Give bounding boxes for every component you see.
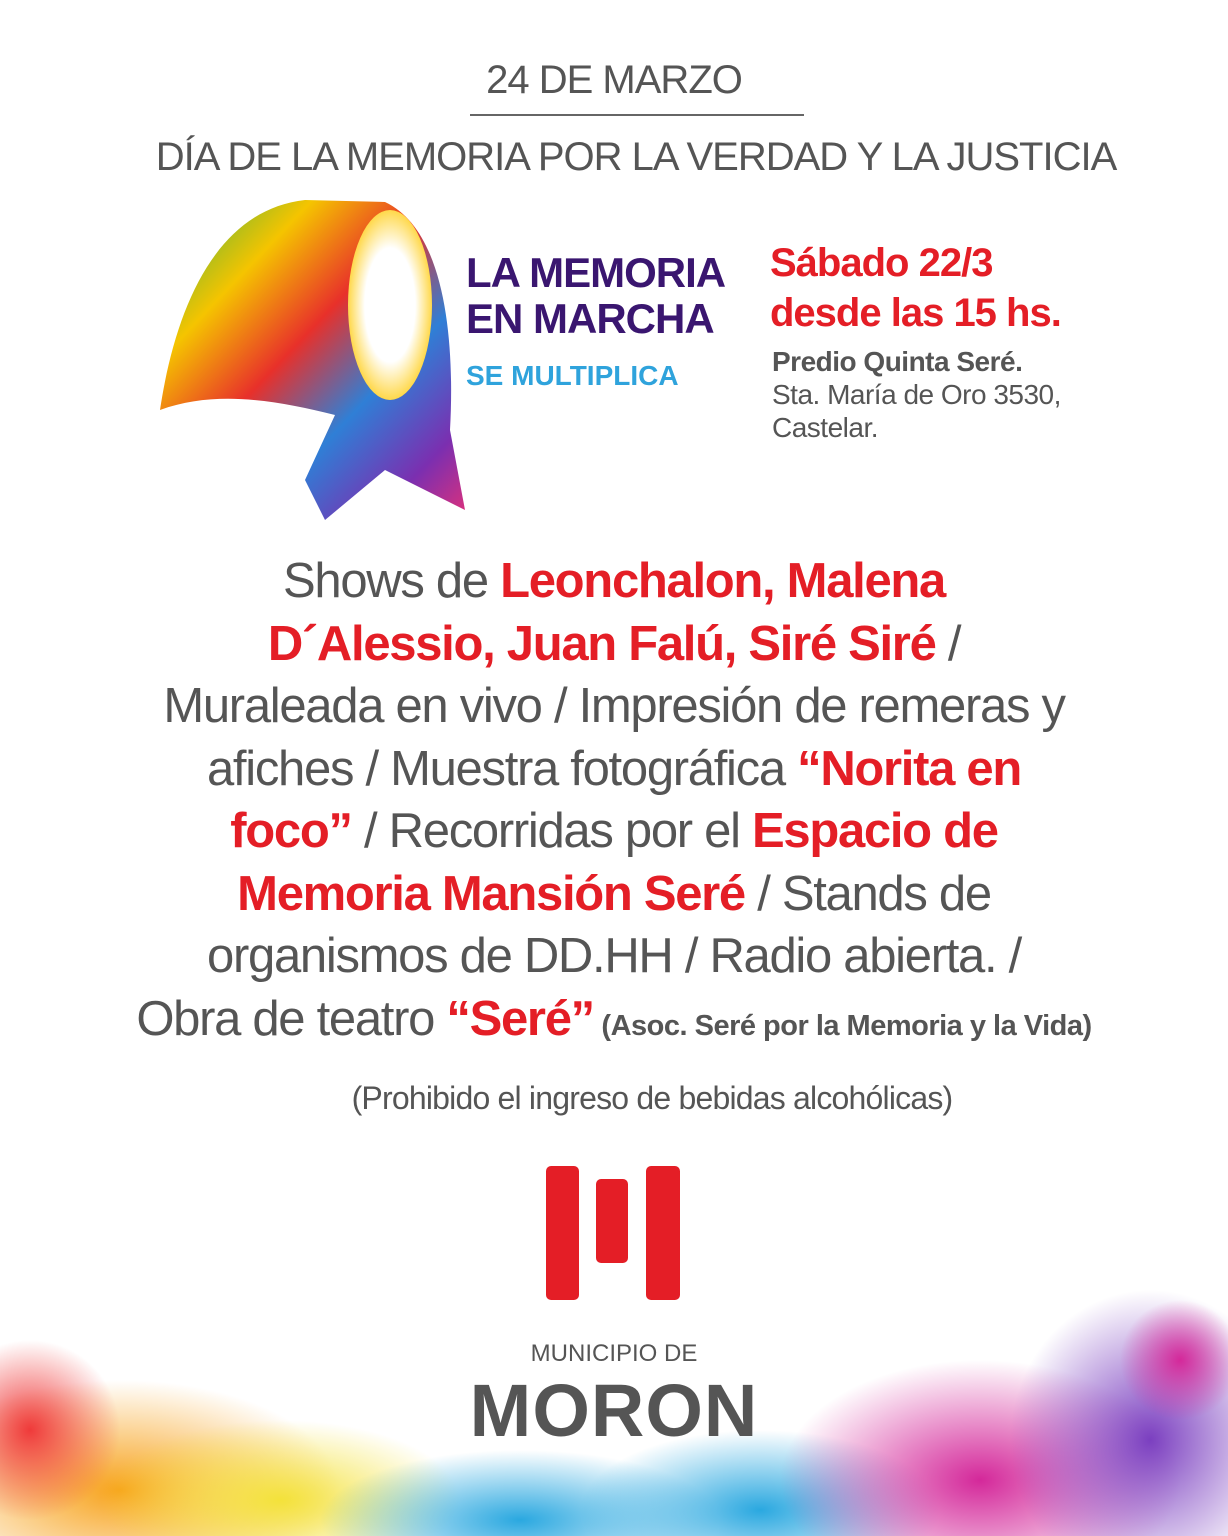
divider bbox=[470, 114, 804, 116]
highlight-text: Leonchalon, Malena bbox=[500, 554, 945, 608]
program-text: Shows de bbox=[282, 554, 501, 608]
event-time: desde las 15 hs. bbox=[770, 291, 1061, 335]
program-text: (Asoc. Seré por la Memoria y la Vida) bbox=[593, 1009, 1092, 1042]
highlight-text: Espacio de bbox=[751, 804, 998, 858]
program-text: organismos de DD.HH / Radio abierta. / bbox=[207, 929, 1021, 983]
program-text: / Stands de bbox=[744, 866, 991, 921]
event-date: Sábado 22/3 bbox=[770, 241, 993, 285]
address-line1: Sta. María de Oro 3530, bbox=[772, 379, 1061, 410]
kerchief-logo-icon bbox=[155, 190, 475, 525]
program-line bbox=[0, 675, 1228, 738]
org-name: MORON bbox=[469, 1369, 759, 1452]
program-text: / bbox=[935, 616, 961, 671]
program-line bbox=[0, 925, 1228, 988]
moron-logo-icon bbox=[546, 1166, 682, 1302]
campaign-name bbox=[466, 250, 725, 342]
program-description bbox=[0, 550, 1228, 1057]
program-line bbox=[0, 863, 1228, 926]
notice: (Prohibido el ingreso de bebidas alcohólicas) bbox=[351, 1080, 953, 1116]
address-line2: Castelar. bbox=[772, 412, 878, 443]
program-text: Muraleada en vivo / Impresión de remeras y bbox=[163, 679, 1065, 733]
highlight-text: Memoria Mansión Seré bbox=[237, 866, 745, 921]
campaign-name-line2: EN MARCHA bbox=[466, 295, 714, 342]
program-text: / Recorridas por el bbox=[351, 804, 752, 858]
org-prefix: MUNICIPIO DE bbox=[530, 1340, 698, 1367]
event-place bbox=[772, 345, 1061, 444]
page-title: DÍA DE LA MEMORIA POR LA VERDAD Y LA JUSTICIA bbox=[155, 135, 1117, 179]
venue-name: Predio Quinta Seré. bbox=[772, 346, 1023, 377]
campaign-subtitle: SE MULTIPLICA bbox=[466, 360, 679, 391]
program-text: afiches / Muestra fotográfica bbox=[206, 741, 798, 796]
highlight-text: foco” bbox=[230, 804, 352, 858]
program-line bbox=[0, 988, 1228, 1058]
highlight-text: D´Alessio, Juan Falú, Siré Siré bbox=[267, 616, 936, 671]
campaign-name-line1: LA MEMORIA bbox=[466, 249, 726, 296]
program-line bbox=[0, 613, 1228, 676]
highlight-text: “Seré” bbox=[446, 991, 594, 1046]
highlight-text: “Norita en bbox=[797, 741, 1021, 796]
program-text: Obra de teatro bbox=[136, 991, 447, 1046]
program-line bbox=[0, 800, 1228, 863]
event-when bbox=[770, 238, 1061, 338]
event-date-heading: 24 DE MARZO bbox=[486, 58, 742, 102]
program-line bbox=[0, 738, 1228, 801]
program-line bbox=[0, 550, 1228, 613]
